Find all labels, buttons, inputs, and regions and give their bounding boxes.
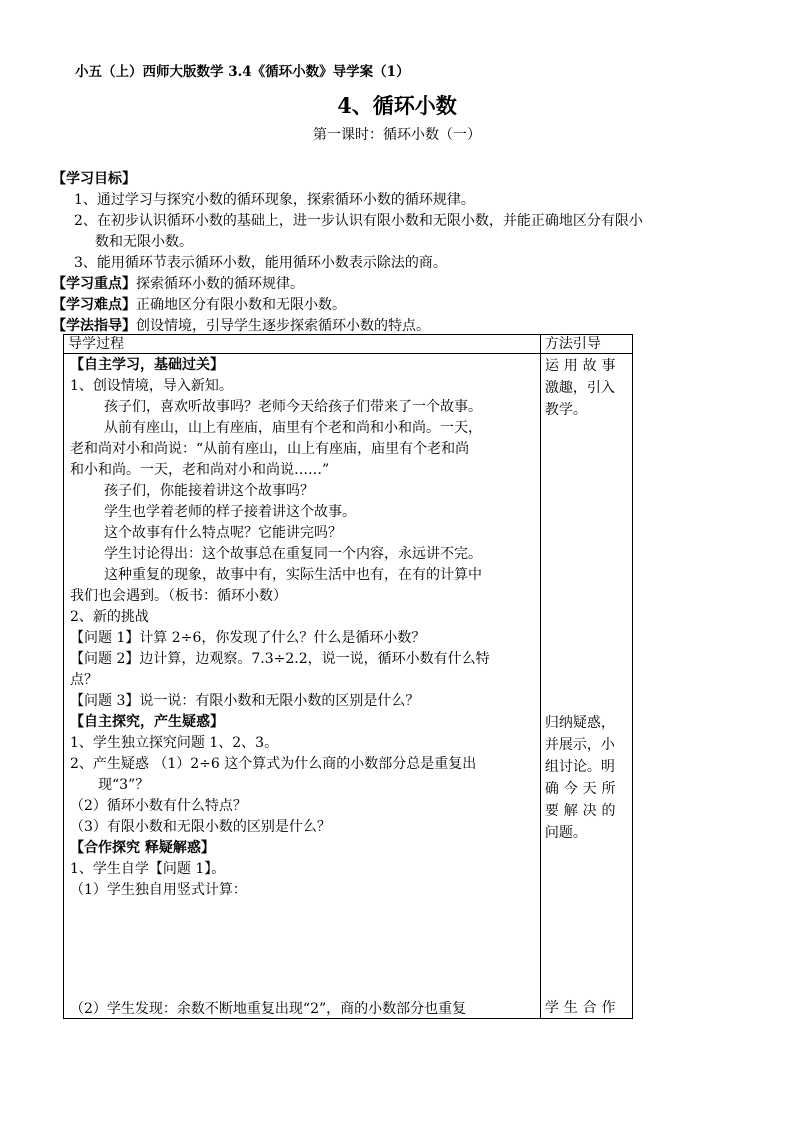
process-line: 从前有座山，山上有座庙，庙里有个老和尚和小和尚。一天， (104, 420, 482, 436)
key-point-text: 探索循环小数的循环规律。 (136, 276, 304, 292)
process-line: （1）学生独自用竖式计算： (70, 882, 247, 898)
side-note-line: 问题。 (544, 825, 587, 841)
objective-item-2-cont: 数和无限小数。 (95, 234, 193, 250)
lesson-table (63, 334, 633, 1019)
process-line: 孩子们，你能接着讲这个故事吗？ (104, 483, 314, 499)
difficulty (52, 298, 346, 312)
objective-item-3: 3、能用循环节表示循环小数，能用循环小数表示除法的商。 (74, 255, 447, 271)
process-line-last: （2）学生发现：余数不断地重复出现“2”，商的小数部分也重复 (70, 1001, 467, 1017)
process-line: 2、产生疑惑 （1）2÷6 这个算式为什么商的小数部分总是重复出 (70, 756, 477, 772)
process-line: 学生也学着老师的样子接着讲这个故事。 (104, 504, 356, 520)
process-line: 2、新的挑战 (70, 609, 149, 625)
process-line: 现“3”？ (98, 777, 150, 793)
side-note-line: 并展示，小 (544, 737, 615, 753)
method (52, 319, 430, 333)
section-heading: 【自主探究，产生疑惑】 (70, 714, 224, 730)
document-header: 小五（上）西师大版数学 3.4《循环小数》导学案（1） (75, 64, 410, 80)
process-line: 这个故事有什么特点呢？它能讲完吗？ (104, 525, 342, 541)
col-header-process: 导学过程 (64, 335, 541, 354)
process-cell (64, 354, 541, 1019)
question-2-cont: 点？ (70, 672, 98, 688)
question-1: 【问题 1】计算 2÷6，你发现了什么？什么是循环小数？ (70, 630, 426, 646)
method-cell (540, 354, 632, 1019)
col-header-method: 方法引导 (540, 335, 632, 354)
process-line: （3）有限小数和无限小数的区别是什么？ (70, 819, 331, 835)
key-point-label: 【学习重点】 (52, 276, 136, 292)
process-line: 学生讨论得出：这个故事总在重复同一个内容，永远讲不完。 (104, 546, 482, 562)
objective-item-1: 1、通过学习与探究小数的循环现象，探索循环小数的循环规律。 (74, 192, 475, 208)
process-line: 1、学生自学【问题 1】。 (70, 861, 226, 877)
side-note-line: 要解决的 (544, 803, 621, 819)
side-note-line: 归纳疑惑， (544, 715, 615, 731)
process-line: 和小和尚。一天，老和尚对小和尚说……” (70, 462, 330, 478)
page-subtitle: 第一课时：循环小数（一） (313, 127, 481, 143)
method-text: 创设情境，引导学生逐步探索循环小数的特点。 (136, 318, 430, 334)
section-heading: 【合作探究 释疑解惑】 (70, 840, 215, 856)
method-label: 【学法指导】 (52, 318, 136, 334)
side-note-line: 组讨论。明 (544, 759, 615, 775)
process-line: （2）循环小数有什么特点？ (70, 798, 247, 814)
objective-item-2: 2、在初步认识循环小数的基础上，进一步认识有限小数和无限小数，并能正确地区分有限小 (74, 213, 643, 229)
process-line: 1、创设情境，导入新知。 (70, 378, 233, 394)
page-title: 4、循环小数 (337, 93, 457, 118)
side-note-line: 运用故事 (544, 358, 621, 374)
process-line: 我们也会遇到。（板书：循环小数） (70, 588, 287, 604)
difficulty-label: 【学习难点】 (52, 297, 136, 313)
process-line: 这种重复的现象，故事中有，实际生活中也有，在有的计算中 (104, 567, 482, 583)
process-line: 孩子们，喜欢听故事吗？老师今天给孩子们带来了一个故事。 (104, 399, 482, 415)
difficulty-text: 正确地区分有限小数和无限小数。 (136, 297, 346, 313)
process-line: 老和尚对小和尚说：“从前有座山，山上有座庙，庙里有个老和尚 (70, 441, 470, 457)
side-note-last: 学生合作 (544, 1000, 621, 1016)
side-note-line: 激趣，引入 (544, 380, 615, 396)
process-line: 1、学生独立探究问题 1、2、3。 (70, 735, 279, 751)
question-3: 【问题 3】说一说：有限小数和无限小数的区别是什么？ (70, 693, 420, 709)
objectives-label: 【学习目标】 (52, 171, 136, 187)
section-heading: 【自主学习，基础过关】 (70, 357, 224, 373)
side-note-line: 教学。 (544, 402, 587, 418)
question-2: 【问题 2】边计算，边观察。7.3÷2.2，说一说，循环小数有什么特 (70, 651, 490, 667)
key-point (52, 277, 304, 291)
side-note-line: 确今天所 (544, 781, 621, 797)
